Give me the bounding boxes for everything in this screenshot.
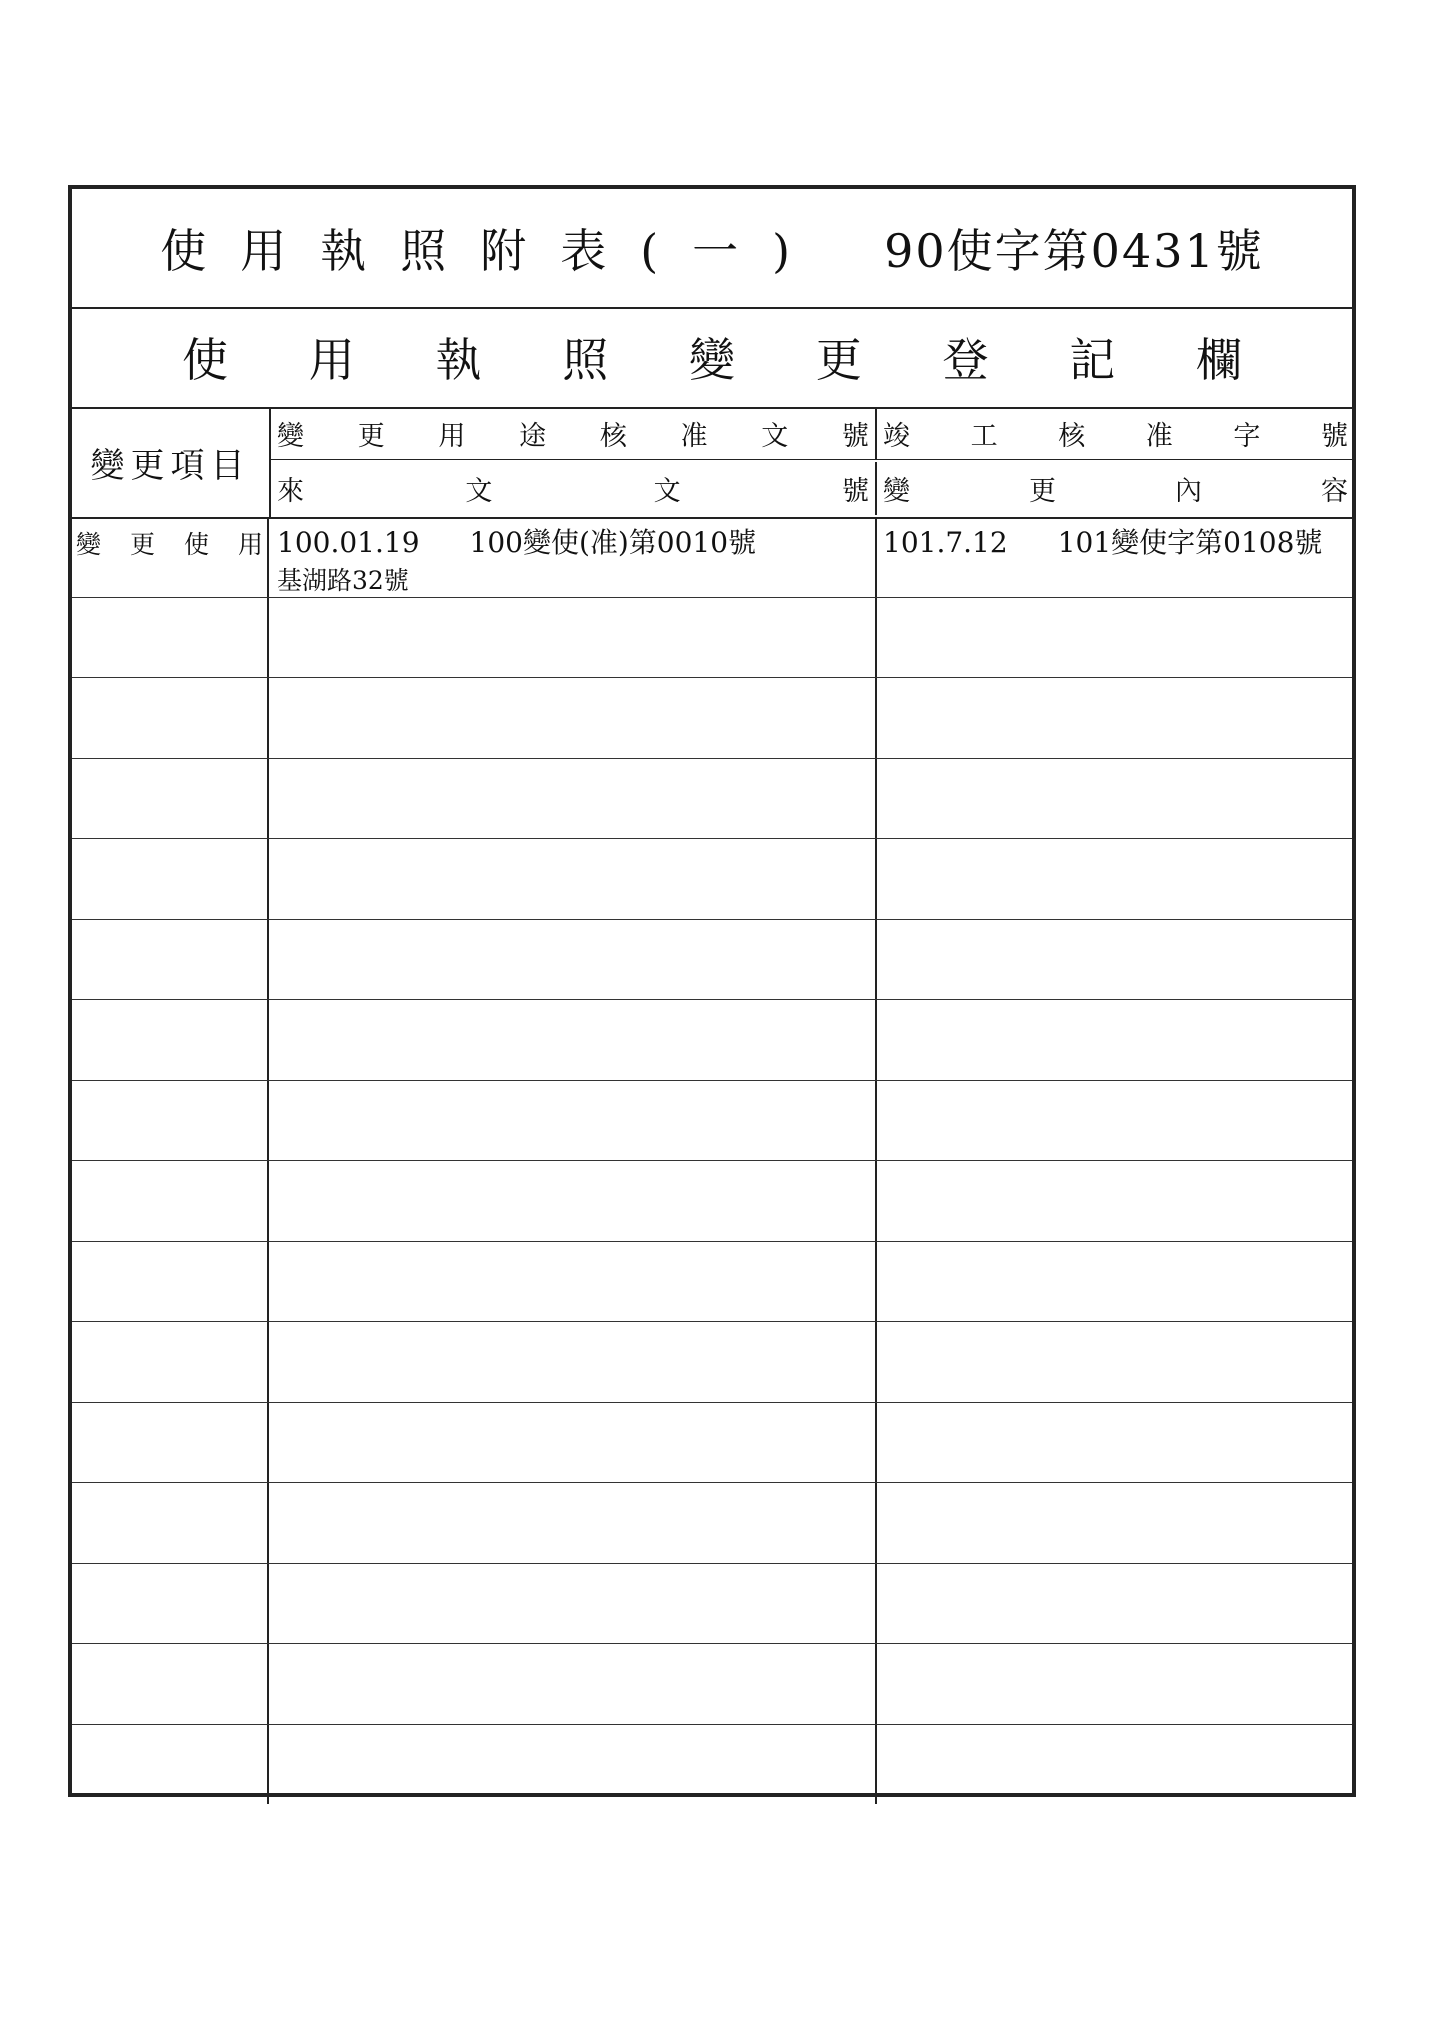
header-change-item: 變更項目 bbox=[72, 407, 271, 517]
header-approval-char: 核 bbox=[599, 420, 627, 452]
change-item-text bbox=[76, 525, 263, 561]
table-row bbox=[72, 598, 1352, 679]
change-item-char: 使 bbox=[183, 530, 209, 559]
header-approval-char: 更 bbox=[357, 420, 385, 452]
cell-completion bbox=[877, 1644, 1354, 1724]
table-row bbox=[72, 920, 1352, 1001]
cell-change-item bbox=[72, 517, 269, 597]
cell-change-item bbox=[72, 1725, 269, 1805]
cell-completion bbox=[877, 517, 1354, 597]
header-incoming-char: 來 bbox=[277, 476, 304, 507]
cell-change-item bbox=[72, 1081, 269, 1161]
cell-completion bbox=[877, 1564, 1354, 1644]
cell-approval bbox=[271, 1403, 877, 1483]
cell-change-item bbox=[72, 1242, 269, 1322]
cell-change-item bbox=[72, 1000, 269, 1080]
table-body bbox=[72, 517, 1352, 1804]
header-content-char: 變 bbox=[883, 476, 910, 507]
cell-change-item bbox=[72, 678, 269, 758]
cell-approval bbox=[271, 1161, 877, 1241]
section-title-char: 變 bbox=[689, 333, 735, 387]
header-change-content bbox=[877, 462, 1354, 515]
section-title-char: 使 bbox=[182, 333, 228, 387]
header-completion-char: 字 bbox=[1233, 420, 1261, 452]
license-table bbox=[68, 185, 1356, 1797]
cell-approval bbox=[271, 1000, 877, 1080]
header-content-char: 內 bbox=[1175, 476, 1202, 507]
table-row bbox=[72, 1322, 1352, 1403]
table-row bbox=[72, 517, 1352, 598]
table-row bbox=[72, 1483, 1352, 1564]
header-content-char: 更 bbox=[1029, 476, 1056, 507]
header-completion-char: 號 bbox=[1320, 420, 1348, 452]
cell-approval bbox=[271, 1322, 877, 1402]
table-row bbox=[72, 1403, 1352, 1484]
cell-approval bbox=[271, 678, 877, 758]
cell-approval bbox=[271, 1242, 877, 1322]
header-content-char: 容 bbox=[1321, 476, 1348, 507]
header-approval-char: 文 bbox=[761, 420, 789, 452]
table-row bbox=[72, 678, 1352, 759]
table-row bbox=[72, 1242, 1352, 1323]
license-number: 90使字第0431號 bbox=[884, 224, 1264, 278]
cell-completion bbox=[877, 1242, 1354, 1322]
header-approval-char: 准 bbox=[680, 420, 708, 452]
document-title bbox=[72, 189, 1352, 309]
table-row bbox=[72, 1725, 1352, 1805]
table-row bbox=[72, 1161, 1352, 1242]
incoming-note: 基湖路32號 bbox=[277, 566, 409, 595]
cell-change-item bbox=[72, 1161, 269, 1241]
cell-completion bbox=[877, 678, 1354, 758]
change-item-char: 用 bbox=[237, 530, 263, 559]
header-completion-char: 竣 bbox=[883, 420, 910, 452]
section-title-char: 更 bbox=[815, 333, 862, 387]
table-row bbox=[72, 759, 1352, 840]
approval-number: 100變使(准)第0010號 bbox=[469, 526, 757, 559]
header-approval-doc-no bbox=[271, 407, 877, 460]
cell-approval bbox=[271, 598, 877, 678]
cell-change-item bbox=[72, 1483, 269, 1563]
header-incoming-char: 文 bbox=[653, 476, 681, 507]
cell-completion bbox=[877, 1483, 1354, 1563]
section-title-char: 記 bbox=[1069, 333, 1116, 387]
cell-approval bbox=[271, 839, 877, 919]
cell-change-item bbox=[72, 759, 269, 839]
title-main: 使用執照附表(一) bbox=[160, 224, 825, 278]
cell-completion bbox=[877, 1725, 1354, 1805]
section-title-char: 欄 bbox=[1196, 333, 1242, 387]
cell-completion bbox=[877, 759, 1354, 839]
table-header bbox=[72, 407, 1352, 519]
cell-change-item bbox=[72, 1644, 269, 1724]
cell-completion bbox=[877, 598, 1354, 678]
cell-completion bbox=[877, 1161, 1354, 1241]
section-title-char: 執 bbox=[435, 333, 482, 387]
header-completion-char: 核 bbox=[1058, 420, 1086, 452]
table-row bbox=[72, 1644, 1352, 1725]
table-row bbox=[72, 839, 1352, 920]
change-item-char: 變 bbox=[76, 530, 102, 559]
completion-number: 101變使字第0108號 bbox=[1057, 526, 1323, 559]
completion-line bbox=[883, 521, 1322, 561]
header-incoming-char: 文 bbox=[465, 476, 493, 507]
header-incoming-doc-no bbox=[271, 462, 877, 515]
cell-change-item bbox=[72, 920, 269, 1000]
cell-approval bbox=[271, 1564, 877, 1644]
section-title-char: 照 bbox=[562, 333, 609, 387]
section-title bbox=[72, 307, 1352, 409]
cell-approval bbox=[271, 1483, 877, 1563]
cell-change-item bbox=[72, 1564, 269, 1644]
cell-approval bbox=[271, 1644, 877, 1724]
header-completion-no bbox=[877, 407, 1354, 460]
header-approval-char: 變 bbox=[277, 420, 304, 452]
approval-line bbox=[277, 521, 756, 561]
section-title-chars bbox=[72, 324, 1352, 390]
header-approval-char: 途 bbox=[519, 420, 547, 452]
approval-date: 100.01.19 bbox=[277, 526, 420, 559]
cell-approval bbox=[271, 517, 877, 597]
table-row bbox=[72, 1081, 1352, 1162]
table-row bbox=[72, 1000, 1352, 1081]
header-approval-char: 用 bbox=[438, 420, 466, 452]
cell-completion bbox=[877, 920, 1354, 1000]
change-item-char: 更 bbox=[129, 530, 155, 559]
cell-completion bbox=[877, 1081, 1354, 1161]
cell-completion bbox=[877, 1322, 1354, 1402]
cell-completion bbox=[877, 1000, 1354, 1080]
cell-completion bbox=[877, 1403, 1354, 1483]
cell-approval bbox=[271, 1081, 877, 1161]
table-row bbox=[72, 1564, 1352, 1645]
cell-approval bbox=[271, 920, 877, 1000]
header-completion-char: 准 bbox=[1145, 420, 1173, 452]
cell-approval bbox=[271, 759, 877, 839]
header-completion-char: 工 bbox=[970, 420, 998, 452]
header-approval-char: 號 bbox=[841, 420, 869, 452]
cell-change-item bbox=[72, 598, 269, 678]
section-title-char: 用 bbox=[308, 333, 355, 387]
cell-change-item bbox=[72, 839, 269, 919]
cell-change-item bbox=[72, 1322, 269, 1402]
cell-completion bbox=[877, 839, 1354, 919]
cell-change-item bbox=[72, 1403, 269, 1483]
header-incoming-char: 號 bbox=[841, 476, 869, 507]
section-title-char: 登 bbox=[942, 333, 989, 387]
completion-date: 101.7.12 bbox=[883, 526, 1008, 559]
cell-approval bbox=[271, 1725, 877, 1805]
